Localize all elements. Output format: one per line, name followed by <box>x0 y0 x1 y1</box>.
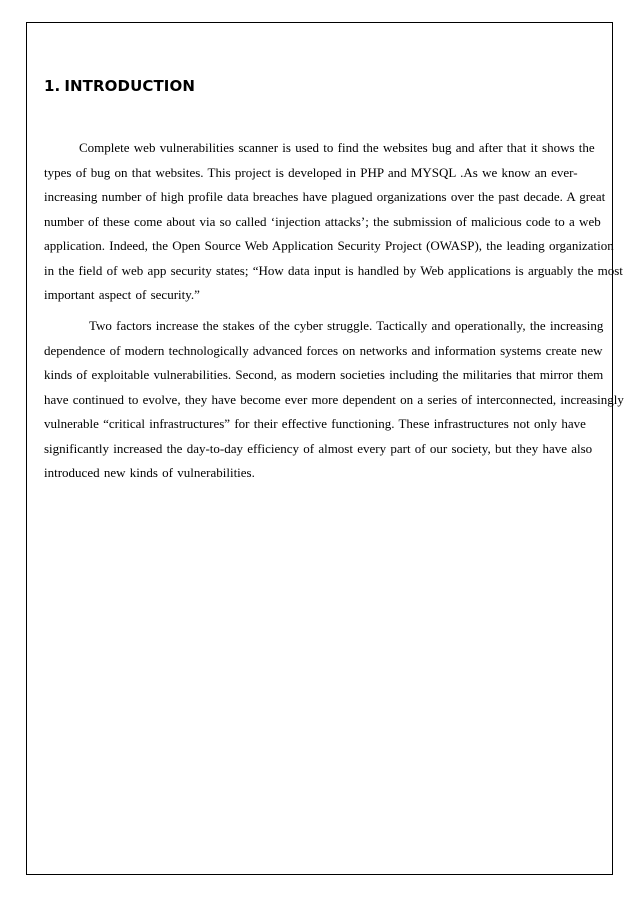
paragraph-line: application. Indeed, the Open Source Web Application Security Project (OWASP), the leading organization <box>44 238 614 253</box>
intro-paragraph-2 <box>44 314 624 486</box>
paragraph-line: introduced new kinds of vulnerabilities. <box>44 465 255 480</box>
paragraph-line: Complete web vulnerabilities scanner is used to find the websites bug and after that it shows the <box>79 140 595 155</box>
intro-paragraph-1 <box>44 136 623 308</box>
paragraph-line: dependence of modern technologically advanced forces on networks and information systems create new <box>44 342 603 358</box>
paragraph-line: increasing number of high profile data breaches have plagued organizations over the past decade. A great <box>44 189 606 204</box>
paragraph-line: in the field of web app security states; “How data input is handled by Web applications is arguably the most <box>44 262 623 278</box>
section-title: INTRODUCTION <box>64 77 195 95</box>
paragraph-line: kinds of exploitable vulnerabilities. Second, as modern societies including the militaries that mirror them <box>44 367 604 382</box>
paragraph-line: Two factors increase the stakes of the cyber struggle. Tactically and operationally, the increasing <box>89 318 604 333</box>
paragraph-line: vulnerable “critical infrastructures” for their effective functioning. These infrastructures not only have <box>44 416 586 431</box>
paragraph-line: important aspect of security.” <box>44 287 200 302</box>
section-heading <box>44 77 195 95</box>
paragraph-line: types of bug on that websites. This project is developed in PHP and MYSQL .As we know an ever- <box>44 164 578 180</box>
paragraph-line: significantly increased the day-to-day efficiency of almost every part of our society, but they have also <box>44 440 593 456</box>
section-number: 1. <box>44 77 61 95</box>
paragraph-line: have continued to evolve, they have become ever more dependent on a series of interconnected, increasingly <box>44 391 624 407</box>
paragraph-line: number of these come about via so called ‘injection attacks’; the submission of malicious code to a web <box>44 213 601 229</box>
